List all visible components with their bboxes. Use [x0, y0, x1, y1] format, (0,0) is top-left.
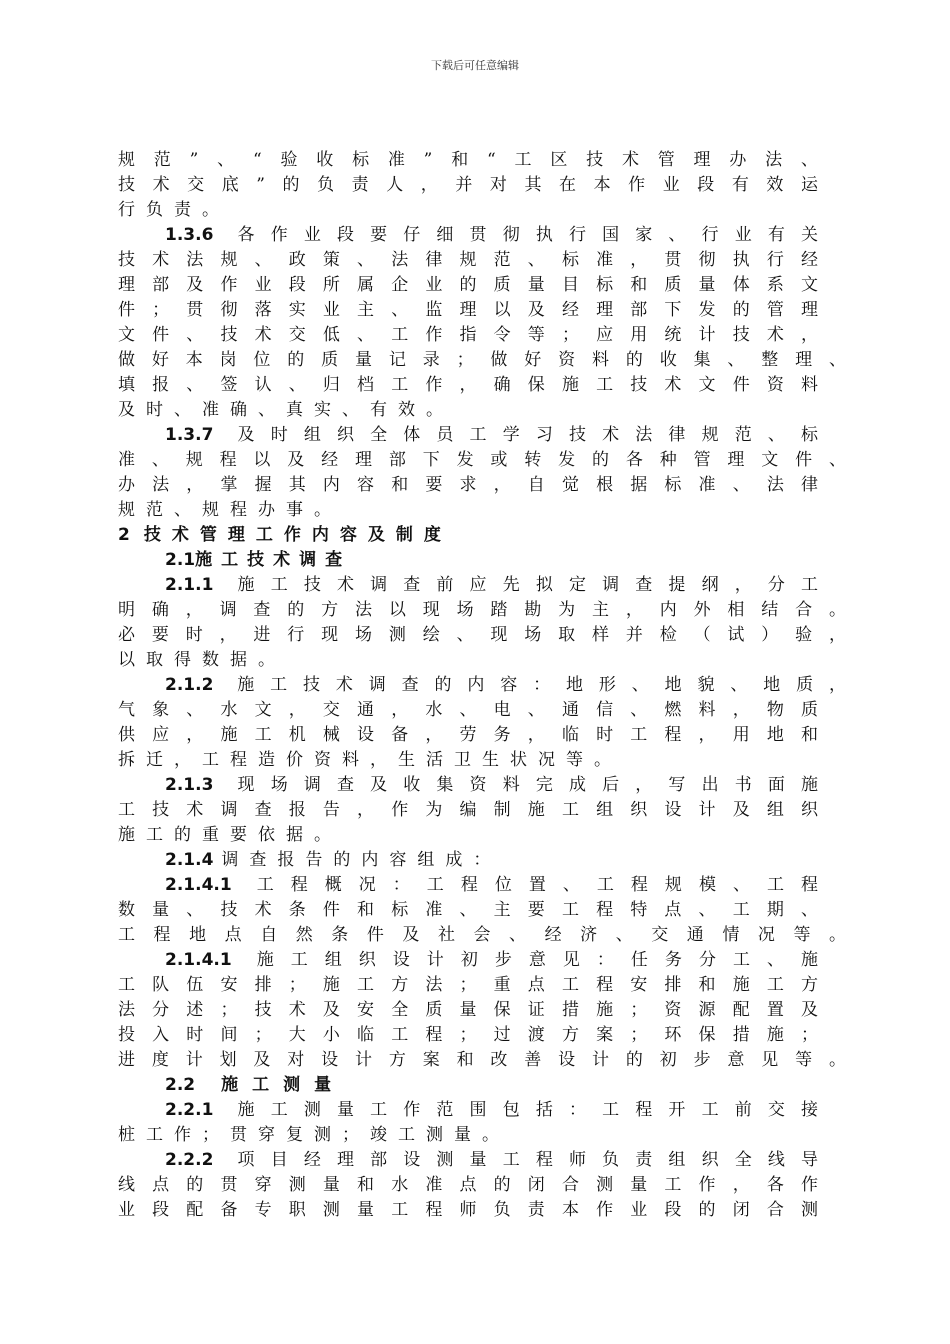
clause-number: 2.1.2 [165, 675, 214, 695]
text-line [0, 673, 950, 698]
paragraph-text [118, 648, 286, 673]
clause-number: 2.2 [165, 1075, 196, 1095]
line-text: 施工测量 [221, 1075, 346, 1095]
paragraph-text [118, 798, 818, 823]
text-line [0, 1173, 950, 1198]
text-line [0, 848, 950, 873]
line-text: 施工技术调查前应先拟定调查提纲，分工 [221, 575, 818, 595]
text-line [0, 1148, 950, 1173]
line-text: 技术交底”的负责人，并对其在本作业段有效运 [118, 175, 818, 195]
paragraph-text [118, 598, 846, 623]
text-line [0, 773, 950, 798]
text-line [0, 173, 950, 198]
line-text: 理部及作业段所属企业的质量目标和质量体系文 [118, 275, 818, 295]
text-line [0, 548, 950, 573]
clause-number: 1.3.7 [165, 425, 214, 445]
line-text: 施工测量工作范围包括：工程开工前交接 [221, 1100, 818, 1120]
paragraph-text [118, 1173, 818, 1198]
paragraph-text [118, 498, 342, 523]
paragraph-text [165, 423, 818, 448]
text-line [0, 898, 950, 923]
line-text: 文件、技术交低、工作指令等；应用统计技术， [118, 325, 818, 345]
paragraph-text [165, 848, 818, 873]
paragraph-text [118, 698, 818, 723]
clause-number: 2.1.1 [165, 575, 214, 595]
clause-number: 2.1.4.1 [165, 875, 232, 895]
paragraph-text [118, 623, 846, 648]
text-line [0, 198, 950, 223]
text-line [0, 798, 950, 823]
text-line [0, 423, 950, 448]
paragraph-text [118, 198, 230, 223]
text-line [0, 1098, 950, 1123]
line-text: 工程概况：工程位置、工程规模、工程 [239, 875, 818, 895]
text-line [0, 1123, 950, 1148]
text-line [0, 748, 950, 773]
text-line [0, 1073, 950, 1098]
paragraph-text [118, 348, 846, 373]
text-line [0, 723, 950, 748]
line-text: 工队伍安排；施工方法；重点工程安排和施工方 [118, 975, 818, 995]
text-line [0, 348, 950, 373]
line-text: 现场调查及收集资料完成后，写出书面施 [221, 775, 818, 795]
text-line [0, 823, 950, 848]
line-text: 规范”、“验收标准”和“工区技术管理办法、 [118, 150, 818, 170]
line-text: 及时、准确、真实、有效。 [118, 400, 454, 420]
text-line [0, 248, 950, 273]
line-text: 数量、技术条件和标准、主要工程特点、工期、 [118, 900, 818, 920]
paragraph-text [118, 148, 818, 173]
paragraph-text [118, 373, 818, 398]
paragraph-text [118, 298, 818, 323]
line-text: 规范、规程办事。 [118, 500, 342, 520]
line-text: 桩工作；贯穿复测；竣工测量。 [118, 1125, 510, 1145]
text-line [0, 1198, 950, 1223]
document-body [0, 148, 950, 1223]
text-line [0, 148, 950, 173]
line-text: 业段配备专职测量工程师负责本作业段的闭合测 [118, 1200, 818, 1220]
text-line [0, 523, 950, 548]
text-line [0, 923, 950, 948]
paragraph-text [118, 323, 818, 348]
clause-number: 2.1.4.1 [165, 950, 232, 970]
paragraph-text [165, 873, 818, 898]
paragraph-text [165, 673, 846, 698]
line-text: 项目经理部设测量工程师负责组织全线导 [221, 1150, 818, 1170]
text-line [0, 1048, 950, 1073]
paragraph-text [118, 173, 818, 198]
line-text: 技术管理工作内容及制度 [143, 525, 452, 545]
line-text: 气象、水文，交通，水、电、通信、燃料，物质 [118, 700, 818, 720]
text-line [0, 498, 950, 523]
clause-number: 1.3.6 [165, 225, 214, 245]
line-text: 以取得数据。 [118, 650, 286, 670]
text-line [0, 623, 950, 648]
paragraph-text [165, 1148, 818, 1173]
text-line [0, 473, 950, 498]
clause-number: 2.1.4 [165, 850, 214, 870]
section-heading [118, 523, 452, 548]
paragraph-text [118, 273, 818, 298]
line-text: 进度计划及对设计方案和改善设计的初步意见等。 [118, 1050, 846, 1070]
text-line [0, 1023, 950, 1048]
line-text: 法分述；技术及安全质量保证措施；资源配置及 [118, 1000, 818, 1020]
line-text: 供应，施工机械设备，劳务，临时工程，用地和 [118, 725, 818, 745]
line-text: 件；贯彻落实业主、监理以及经理部下发的管理 [118, 300, 818, 320]
paragraph-text [165, 1098, 818, 1123]
paragraph-text [118, 748, 622, 773]
text-line [0, 373, 950, 398]
clause-number: 2.1.3 [165, 775, 214, 795]
line-text: 拆迁，工程造价资料，生活卫生状况等。 [118, 750, 622, 770]
clause-number: 2.1 [165, 550, 196, 570]
text-line [0, 698, 950, 723]
subsection-heading [165, 1073, 345, 1098]
text-line [0, 873, 950, 898]
text-line [0, 998, 950, 1023]
paragraph-text [118, 448, 846, 473]
clause-number: 2.2.2 [165, 1150, 214, 1170]
paragraph-text [118, 998, 818, 1023]
clause-number: 2.2.1 [165, 1100, 214, 1120]
line-text: 工程地点自然条件及社会、经济、交通情况等。 [118, 925, 846, 945]
paragraph-text [118, 1123, 510, 1148]
text-line [0, 573, 950, 598]
paragraph-text [165, 773, 818, 798]
paragraph-text [118, 1048, 846, 1073]
line-text: 施工的重要依据。 [118, 825, 342, 845]
paragraph-text [165, 223, 818, 248]
paragraph-text [118, 473, 818, 498]
page-header: 下载后可任意编辑 [431, 59, 519, 72]
line-text: 做好本岗位的质量记录；做好资料的收集、整理、 [118, 350, 846, 370]
text-line [0, 948, 950, 973]
line-text: 投入时间；大小临工程；过渡方案；环保措施； [118, 1025, 818, 1045]
text-line [0, 448, 950, 473]
text-line [0, 648, 950, 673]
paragraph-text [118, 1023, 818, 1048]
line-text: 及时组织全体员工学习技术法律规范、标 [221, 425, 818, 445]
text-line [0, 273, 950, 298]
line-text: 准、规程以及经理部下发或转发的各种管理文件、 [118, 450, 846, 470]
text-line [0, 223, 950, 248]
text-line [0, 973, 950, 998]
line-text: 施工技术调查 [195, 550, 352, 570]
line-text: 技术法规、政策、法律规范、标准，贯彻执行经 [118, 250, 818, 270]
paragraph-text [118, 923, 846, 948]
subsection-heading [165, 548, 351, 573]
line-text: 施工组织设计初步意见：任务分工、施 [239, 950, 818, 970]
line-text: 施工技术调查的内容：地形、地貌、地质， [221, 675, 846, 695]
line-text: 各作业段要仔细贯彻执行国家、行业有关 [221, 225, 818, 245]
line-text: 工技术调查报告，作为编制施工组织设计及组织 [118, 800, 818, 820]
paragraph-text [118, 823, 342, 848]
line-text: 填报、签认、归档工作，确保施工技术文件资料 [118, 375, 818, 395]
clause-number: 2 [118, 525, 130, 545]
paragraph-text [118, 723, 818, 748]
line-text: 必要时，进行现场测绘、现场取样并检（试）验， [118, 625, 846, 645]
paragraph-text [118, 898, 818, 923]
line-text: 办法，掌握其内容和要求，自觉根据标准、法律 [118, 475, 818, 495]
text-line [0, 598, 950, 623]
text-line [0, 298, 950, 323]
line-text: 调查报告的内容组成： [221, 850, 502, 870]
line-text: 行负责。 [118, 200, 230, 220]
paragraph-text [118, 973, 818, 998]
text-line [0, 398, 950, 423]
paragraph-text [118, 1198, 818, 1223]
paragraph-text [118, 398, 454, 423]
paragraph-text [118, 248, 818, 273]
paragraph-text [165, 573, 818, 598]
text-line [0, 323, 950, 348]
line-text: 线点的贯穿测量和水准点的闭合测量工作，各作 [118, 1175, 818, 1195]
line-text: 明确，调查的方法以现场踏勘为主，内外相结合。 [118, 600, 846, 620]
paragraph-text [165, 948, 818, 973]
